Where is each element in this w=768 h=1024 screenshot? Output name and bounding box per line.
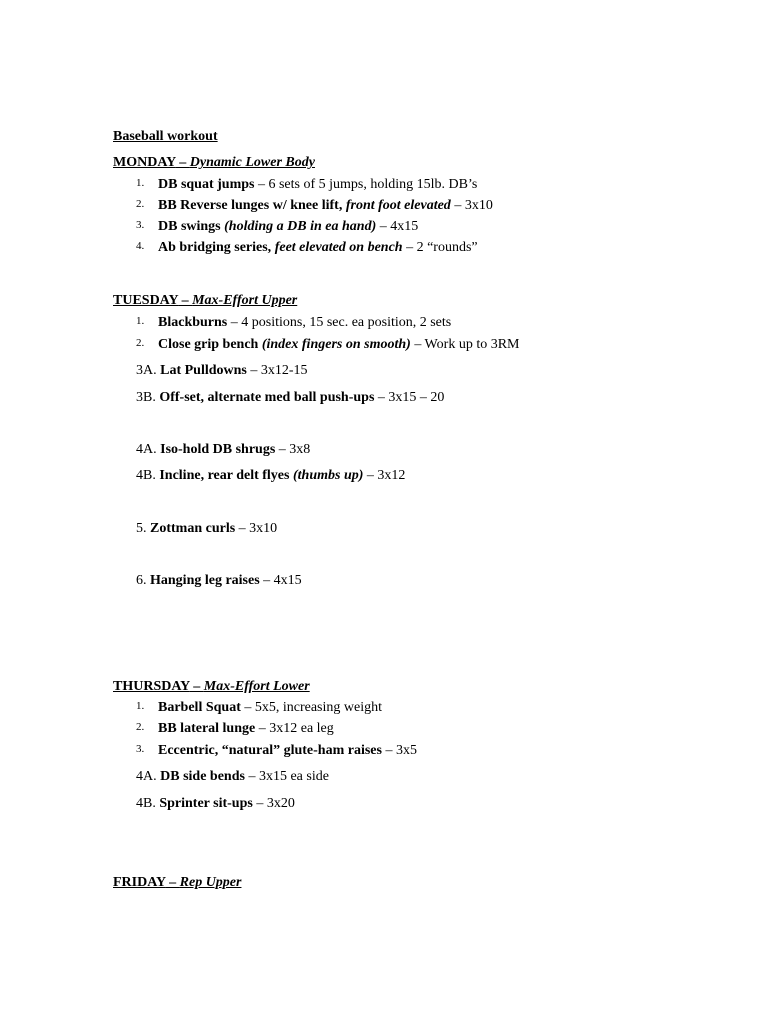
thursday-day: THURSDAY xyxy=(113,679,190,694)
list-item xyxy=(136,442,310,458)
list-item xyxy=(136,796,295,812)
list-number: 4. xyxy=(136,240,145,252)
monday-heading xyxy=(113,155,315,171)
list-item xyxy=(136,390,444,406)
friday-heading xyxy=(113,875,241,891)
exercise-detail: – 3x10 xyxy=(450,198,493,213)
item-prefix: 3A. xyxy=(136,363,161,378)
exercise-name: Hanging leg raises xyxy=(150,573,260,588)
exercise-name: Ab bridging series, xyxy=(158,240,275,255)
exercise-detail: – 3x5 xyxy=(381,743,417,758)
thursday-dash: – xyxy=(189,679,204,694)
list-item xyxy=(136,521,277,537)
exercise-detail: – 5x5, increasing weight xyxy=(240,700,382,715)
friday-focus: Rep Upper xyxy=(179,875,242,890)
exercise-name: Sprinter sit-ups xyxy=(159,796,253,811)
exercise-detail: – 3x12 ea leg xyxy=(255,721,334,736)
thursday-focus: Max-Effort Lower xyxy=(203,679,310,694)
document-title: Baseball workout xyxy=(113,129,218,144)
tuesday-heading xyxy=(113,293,297,309)
item-prefix: 4B. xyxy=(136,468,160,483)
exercise-name: Close grip bench xyxy=(158,337,262,352)
list-number: 1. xyxy=(136,315,145,327)
exercise-name: DB squat jumps xyxy=(158,177,255,192)
monday-dash: – xyxy=(175,155,190,170)
list-number: 3. xyxy=(136,219,145,231)
list-number: 2. xyxy=(136,198,145,210)
tuesday-dash: – xyxy=(178,293,193,308)
exercise-detail: – 3x10 xyxy=(235,521,278,536)
exercise-detail: – 3x15 ea side xyxy=(244,769,329,784)
exercise-detail: – 4 positions, 15 sec. ea position, 2 sets xyxy=(227,315,452,330)
monday-day: MONDAY xyxy=(113,155,176,170)
item-prefix: 5. xyxy=(136,521,150,536)
list-number: 2. xyxy=(136,721,145,733)
exercise-detail: – 3x12 xyxy=(363,468,406,483)
tuesday-focus: Max-Effort Upper xyxy=(192,293,298,308)
exercise-name: BB lateral lunge xyxy=(158,721,256,736)
exercise-detail: – 4x15 xyxy=(259,573,302,588)
list-number: 1. xyxy=(136,177,145,189)
item-prefix: 4A. xyxy=(136,442,161,457)
list-number: 3. xyxy=(136,743,145,755)
exercise-name: Incline, rear delt flyes xyxy=(159,468,293,483)
item-prefix: 4A. xyxy=(136,769,161,784)
exercise-name: DB side bends xyxy=(160,769,245,784)
list-number: 1. xyxy=(136,700,145,712)
exercise-note: (thumbs up) xyxy=(292,468,364,483)
exercise-name: Barbell Squat xyxy=(158,700,241,715)
monday-focus: Dynamic Lower Body xyxy=(189,155,315,170)
friday-day: FRIDAY xyxy=(113,875,166,890)
item-prefix: 3B. xyxy=(136,390,160,405)
friday-dash: – xyxy=(165,875,180,890)
list-item xyxy=(136,769,329,785)
exercise-name: Iso-hold DB shrugs xyxy=(160,442,276,457)
exercise-detail: – 3x15 – 20 xyxy=(374,390,445,405)
exercise-detail: – 6 sets of 5 jumps, holding 15lb. DB’s xyxy=(254,177,478,192)
exercise-name: Zottman curls xyxy=(150,521,236,536)
exercise-detail: – 4x15 xyxy=(376,219,419,234)
exercise-note: front foot elevated xyxy=(345,198,451,213)
exercise-detail: – 3x12-15 xyxy=(246,363,308,378)
exercise-detail: – 3x20 xyxy=(252,796,295,811)
exercise-name: Eccentric, “natural” glute-ham raises xyxy=(158,743,382,758)
tuesday-day: TUESDAY xyxy=(113,293,179,308)
exercise-name: Off-set, alternate med ball push-ups xyxy=(159,390,375,405)
exercise-detail: – 3x8 xyxy=(275,442,311,457)
item-prefix: 4B. xyxy=(136,796,160,811)
exercise-note: (holding a DB in ea hand) xyxy=(224,219,377,234)
exercise-name: Lat Pulldowns xyxy=(160,363,247,378)
list-number: 2. xyxy=(136,337,145,349)
exercise-note: (index fingers on smooth) xyxy=(261,337,411,352)
exercise-name: BB Reverse lunges w/ knee lift, xyxy=(158,198,346,213)
list-item xyxy=(136,468,405,484)
exercise-name: DB swings xyxy=(158,219,225,234)
list-item xyxy=(136,573,302,589)
exercise-detail: – 2 “rounds” xyxy=(402,240,478,255)
exercise-detail: – Work up to 3RM xyxy=(410,337,520,352)
exercise-name: Blackburns xyxy=(158,315,228,330)
item-prefix: 6. xyxy=(136,573,150,588)
thursday-heading xyxy=(113,679,310,695)
list-item xyxy=(136,363,308,379)
exercise-note: feet elevated on bench xyxy=(274,240,403,255)
